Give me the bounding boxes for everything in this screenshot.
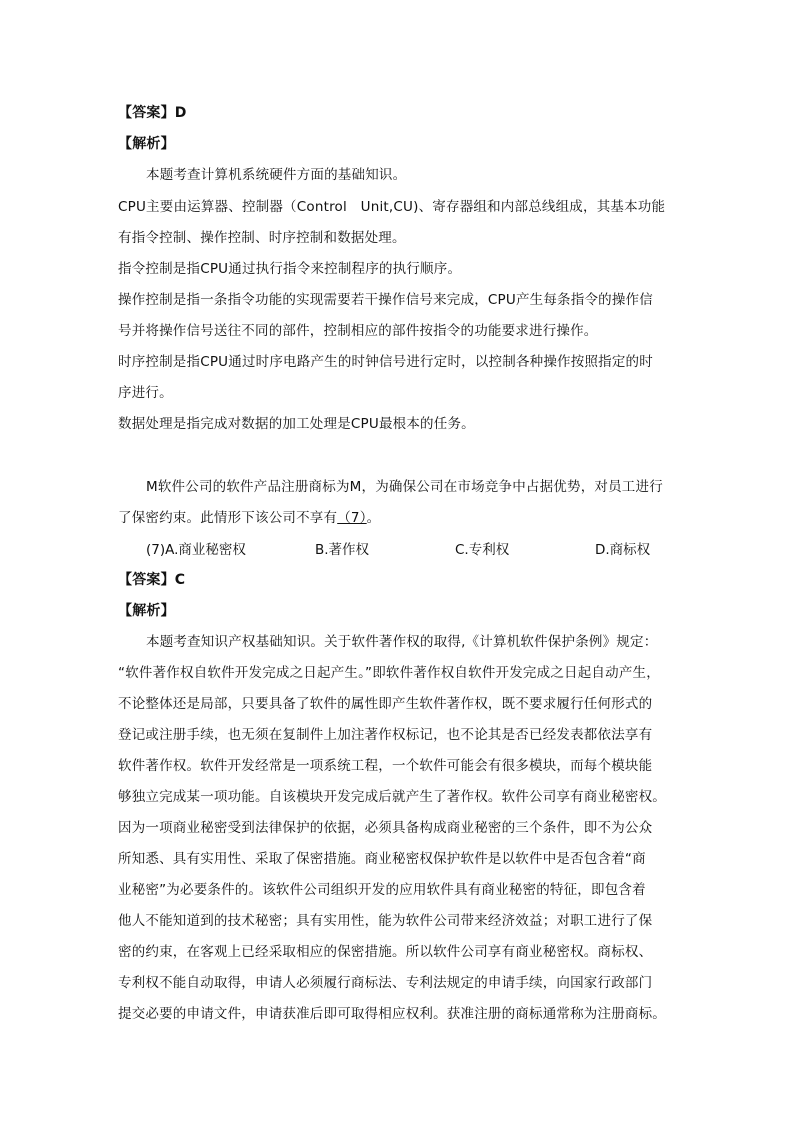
q1-analysis-line: 本题考查计算机系统硬件方面的基础知识。 bbox=[146, 167, 407, 183]
q2-analysis-line: 不论整体还是局部，只要具备了软件的属性即产生软件著作权，既不要求履行任何形式的 bbox=[118, 696, 653, 712]
q2-option-c: C.专利权 bbox=[455, 542, 510, 558]
q2-stem-line bbox=[118, 508, 380, 528]
q2-analysis-line: 登记或注册手续，也无须在复制件上加注著作权标记，也不论其是否已经发表都依法享有 bbox=[118, 727, 653, 743]
q2-stem-line: M软件公司的软件产品注册商标为M，为确保公司在市场竞争中占据优势，对员工进行 bbox=[146, 479, 663, 495]
q2-analysis-label: 【解析】 bbox=[118, 603, 175, 619]
q2-analysis-line: 密的约束，在客观上已经采取相应的保密措施。所以软件公司享有商业秘密权。商标权、 bbox=[118, 944, 653, 960]
q1-analysis-line: CPU主要由运算器、控制器（Control Unit,CU)、寄存器组和内部总线组成，其基本功能 bbox=[118, 199, 666, 215]
q2-option-b: B.著作权 bbox=[315, 542, 370, 558]
q2-analysis-line: 软件著作权。软件开发经常是一项系统工程，一个软件可能会有很多模块，而每个模块能 bbox=[118, 758, 653, 774]
q2-analysis-line: 因为一项商业秘密受到法律保护的依据，必须具备构成商业秘密的三个条件，即不为公众 bbox=[118, 820, 653, 836]
q2-analysis-line: 业秘密”为必要条件的。该软件公司组织开发的应用软件具有商业秘密的特征，即包含着 bbox=[118, 882, 646, 898]
q2-stem-text: 了保密约束。此情形下该公司不享有 bbox=[118, 510, 338, 526]
q2-option-d: D.商标权 bbox=[595, 542, 651, 558]
q1-analysis-line: 指令控制是指CPU通过执行指令来控制程序的执行顺序。 bbox=[118, 261, 462, 277]
q1-analysis-line: 号并将操作信号送往不同的部件，控制相应的部件按指令的功能要求进行操作。 bbox=[118, 323, 598, 339]
q2-analysis-line: 他人不能知道到的技术秘密；具有实用性，能为软件公司带来经济效益；对职工进行了保 bbox=[118, 913, 653, 929]
q2-analysis-line: 专利权不能自动取得，申请人必须履行商标法、专利法规定的申请手续，向国家行政部门 bbox=[118, 975, 653, 991]
q2-analysis-line: 本题考查知识产权基础知识。关于软件著作权的取得,《计算机软件保护条例》规定： bbox=[146, 634, 658, 650]
q2-stem-text: 。 bbox=[366, 510, 381, 526]
q2-analysis-line: 够独立完成某一项功能。自该模块开发完成后就产生了著作权。软件公司享有商业秘密权。 bbox=[118, 789, 666, 805]
q2-option-a: (7)A.商业秘密权 bbox=[146, 542, 246, 558]
q2-analysis-line: “软件著作权自软件开发完成之日起产生。”即软件著作权自软件开发完成之日起自动产生， bbox=[118, 665, 660, 681]
q1-analysis-label: 【解析】 bbox=[118, 136, 175, 152]
q1-analysis-line: 序进行。 bbox=[118, 385, 173, 401]
q2-analysis-line: 提交必要的申请文件，申请获准后即可取得相应权利。获准注册的商标通常称为注册商标。 bbox=[118, 1006, 666, 1022]
q1-analysis-line: 有指令控制、操作控制、时序控制和数据处理。 bbox=[118, 230, 406, 246]
q1-analysis-line: 操作控制是指一条指令功能的实现需要若干操作信号来完成，CPU产生每条指令的操作信 bbox=[118, 292, 653, 308]
q1-analysis-line: 数据处理是指完成对数据的加工处理是CPU最根本的任务。 bbox=[118, 416, 475, 432]
q1-answer: 【答案】D bbox=[118, 105, 187, 121]
q2-analysis-line: 所知悉、具有实用性、采取了保密措施。商业秘密权保护软件是以软件中是否包含着“商 bbox=[118, 851, 646, 867]
q1-analysis-line: 时序控制是指CPU通过时序电路产生的时钟信号进行定时，以控制各种操作按照指定的时 bbox=[118, 354, 653, 370]
q2-answer-blank: （7） bbox=[337, 510, 367, 526]
q2-answer: 【答案】C bbox=[118, 572, 186, 588]
